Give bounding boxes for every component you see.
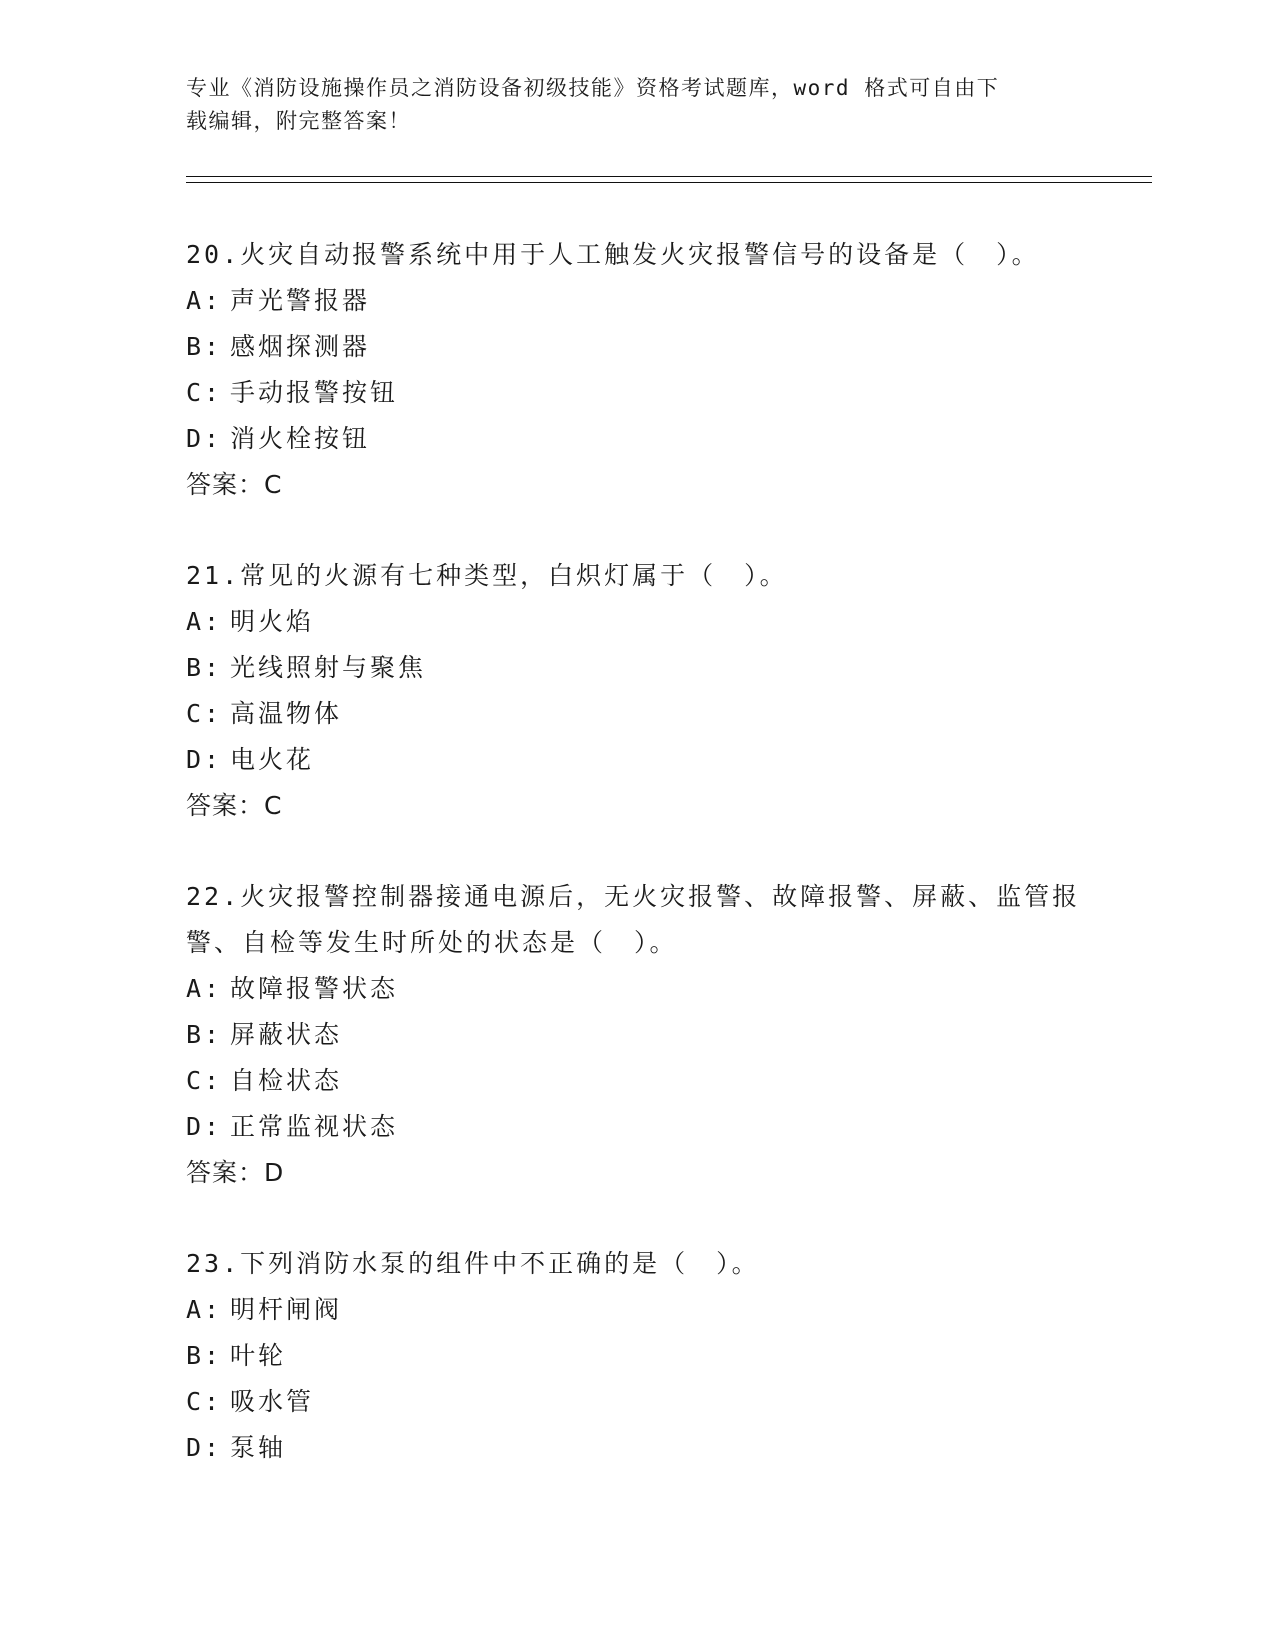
option-a: [186, 599, 1086, 645]
option-d: [186, 416, 1086, 462]
option-letter: B:: [186, 653, 223, 682]
option-text: 屏蔽状态: [230, 1020, 343, 1049]
option-letter: C:: [186, 1387, 223, 1416]
answer: 答案：C: [186, 470, 283, 499]
option-d: [186, 1425, 1086, 1471]
option-b: [186, 645, 1086, 691]
option-text: 故障报警状态: [230, 974, 399, 1003]
question-text: 20.火灾自动报警系统中用于人工触发火灾报警信号的设备是（ ）。: [186, 240, 1040, 269]
question-text: 22.火灾报警控制器接通电源后，无火灾报警、故障报警、屏蔽、监管报警、自检等发生时所处的状态是（ ）。: [186, 882, 1081, 957]
question-20: [186, 232, 1086, 508]
option-letter: D:: [186, 745, 223, 774]
option-letter: A:: [186, 607, 223, 636]
option-text: 光线照射与聚焦: [230, 653, 427, 682]
question-text: 23.下列消防水泵的组件中不正确的是（ ）。: [186, 1249, 760, 1278]
option-letter: A:: [186, 1295, 223, 1324]
option-text: 高温物体: [230, 699, 343, 728]
option-text: 消火栓按钮: [230, 424, 371, 453]
option-text: 手动报警按钮: [230, 378, 399, 407]
option-c: [186, 1058, 1086, 1104]
option-letter: D:: [186, 1112, 223, 1141]
option-letter: B:: [186, 332, 223, 361]
option-text: 电火花: [230, 745, 315, 774]
option-letter: A:: [186, 974, 223, 1003]
question-21: [186, 553, 1086, 829]
answer: 答案：D: [186, 1158, 285, 1187]
option-letter: A:: [186, 286, 223, 315]
option-c: [186, 1379, 1086, 1425]
option-letter: B:: [186, 1341, 223, 1370]
option-text: 声光警报器: [230, 286, 371, 315]
header-divider-top: [186, 176, 1152, 177]
option-text: 叶轮: [230, 1341, 287, 1370]
option-d: [186, 1104, 1086, 1150]
option-letter: C:: [186, 699, 223, 728]
option-a: [186, 966, 1086, 1012]
option-text: 泵轴: [230, 1433, 287, 1462]
option-c: [186, 691, 1086, 737]
document-header: [186, 72, 1086, 138]
option-b: [186, 1333, 1086, 1379]
answer: 答案：C: [186, 791, 283, 820]
header-divider-bottom: [186, 182, 1152, 183]
option-text: 感烟探测器: [230, 332, 371, 361]
question-23: [186, 1241, 1086, 1471]
option-text: 正常监视状态: [230, 1112, 399, 1141]
option-text: 明杆闸阀: [230, 1295, 343, 1324]
option-c: [186, 370, 1086, 416]
option-a: [186, 1287, 1086, 1333]
option-a: [186, 278, 1086, 324]
option-text: 明火焰: [230, 607, 315, 636]
option-letter: D:: [186, 424, 223, 453]
option-letter: D:: [186, 1433, 223, 1462]
option-b: [186, 1012, 1086, 1058]
option-text: 自检状态: [230, 1066, 343, 1095]
option-text: 吸水管: [230, 1387, 315, 1416]
question-text: 21.常见的火源有七种类型，白炽灯属于（ ）。: [186, 561, 788, 590]
option-letter: C:: [186, 378, 223, 407]
question-22: [186, 874, 1086, 1196]
option-b: [186, 324, 1086, 370]
header-line-1: 专业《消防设施操作员之消防设备初级技能》资格考试题库，word 格式可自由下: [186, 76, 1000, 100]
option-letter: C:: [186, 1066, 223, 1095]
option-letter: B:: [186, 1020, 223, 1049]
option-d: [186, 737, 1086, 783]
header-line-2: 载编辑，附完整答案！: [186, 109, 411, 133]
